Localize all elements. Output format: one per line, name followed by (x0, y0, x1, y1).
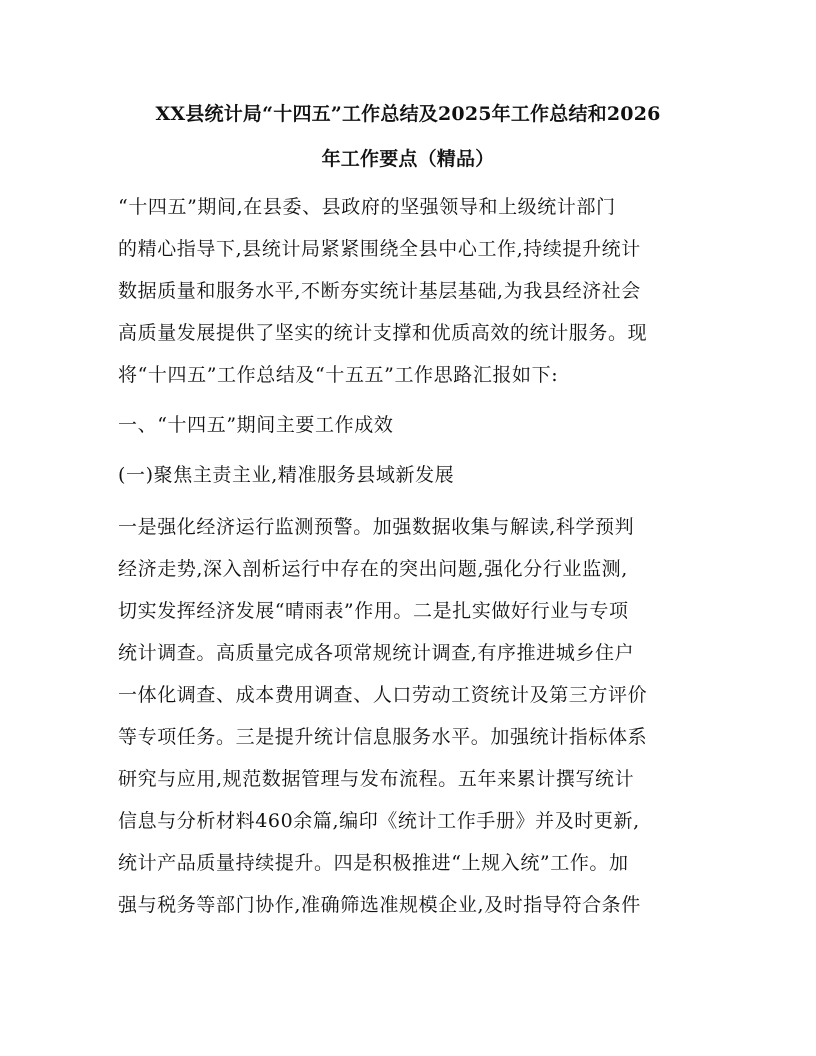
body-line: 信息与分析材料460余篇,编印《统计工作手册》并及时更新, (118, 810, 640, 832)
body-line: 强与税务等部门协作,准确筛选准规模企业,及时指导符合条件 (118, 894, 641, 916)
body-line: 一体化调查、成本费用调查、人口劳动工资统计及第三方评价 (118, 684, 648, 706)
body-line: 统计产品质量持续提升。四是积极推进“上规入统”工作。加 (118, 852, 629, 874)
intro-line: 的精心指导下,县统计局紧紧围绕全县中心工作,持续提升统计 (118, 238, 641, 260)
section-subheading: (一)聚焦主责主业,精准服务县域新发展 (118, 464, 455, 486)
body-line: 统计调查。高质量完成各项常规统计调查,有序推进城乡住户 (118, 642, 635, 664)
intro-line: 将“十四五”工作总结及“十五五”工作思路汇报如下: (118, 364, 559, 386)
body-paragraph (118, 506, 698, 926)
intro-paragraph (118, 186, 698, 396)
body-line: 切实发挥经济发展“晴雨表”作用。二是扎实做好行业与专项 (118, 600, 629, 622)
intro-line: “十四五”期间,在县委、县政府的坚强领导和上级统计部门 (118, 196, 616, 218)
section-heading: 一、“十四五”期间主要工作成效 (118, 414, 394, 436)
intro-line: 高质量发展提供了坚实的统计支撑和优质高效的统计服务。现 (118, 322, 648, 344)
body-line: 经济走势,深入剖析运行中存在的突出问题,强化分行业监测, (118, 558, 628, 580)
title-line-2: 年工作要点（精品） (321, 148, 495, 170)
body-line: 一是强化经济运行监测预警。加强数据收集与解读,科学预判 (118, 516, 635, 538)
title-line-1: XX县统计局“十四五”工作总结及2025年工作总结和2026 (155, 103, 661, 125)
body-line: 研究与应用,规范数据管理与发布流程。五年来累计撰写统计 (118, 768, 635, 790)
body-line: 等专项任务。三是提升统计信息服务水平。加强统计指标体系 (118, 726, 648, 748)
intro-line: 数据质量和服务水平,不断夯实统计基层基础,为我县经济社会 (118, 280, 641, 302)
document-title (118, 92, 698, 182)
